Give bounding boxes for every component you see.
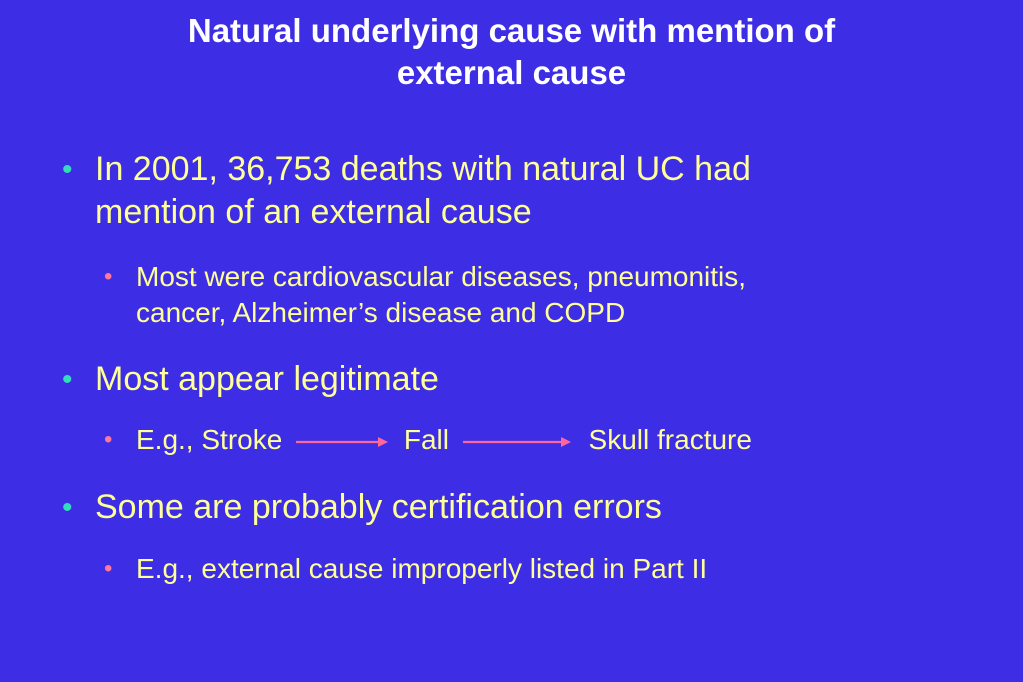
chain-skull-fracture: Skull fracture bbox=[588, 424, 752, 455]
sub-bullet-text-3: E.g., external cause improperly listed in Part II bbox=[136, 553, 708, 584]
sub-bullet-dot-icon: • bbox=[104, 263, 113, 290]
sub-bullet-dot-icon: • bbox=[104, 426, 113, 453]
title-line-1: Natural underlying cause with mention of bbox=[187, 12, 836, 49]
sub-bullet-1-line-2: cancer, Alzheimer’s disease and COPD bbox=[136, 297, 626, 328]
right-arrow-icon bbox=[461, 435, 573, 449]
sub-bullet-dot-icon: • bbox=[104, 555, 113, 582]
sub-bullet-text-1 bbox=[136, 259, 936, 331]
chain-stroke: E.g., Stroke bbox=[136, 424, 283, 455]
chain-fall: Fall bbox=[403, 424, 449, 455]
bullet-dot-icon: • bbox=[62, 491, 73, 524]
bullet-1-line-1: In 2001, 36,753 deaths with natural UC had bbox=[95, 150, 751, 188]
bullet-text-3: Some are probably certification errors bbox=[95, 488, 662, 526]
bullet-1-line-2: mention of an external cause bbox=[95, 193, 532, 231]
bullet-text-1 bbox=[95, 148, 975, 234]
right-arrow-icon bbox=[294, 435, 390, 449]
sub-bullet-text-2 bbox=[136, 422, 936, 458]
sub-bullet-1-line-1: Most were cardiovascular diseases, pneumonitis, bbox=[136, 261, 747, 292]
title-line-2: external cause bbox=[396, 54, 627, 91]
slide-title bbox=[0, 10, 1023, 94]
bullet-text-2: Most appear legitimate bbox=[95, 360, 439, 398]
bullet-dot-icon: • bbox=[62, 153, 73, 186]
bullet-dot-icon: • bbox=[62, 363, 73, 396]
